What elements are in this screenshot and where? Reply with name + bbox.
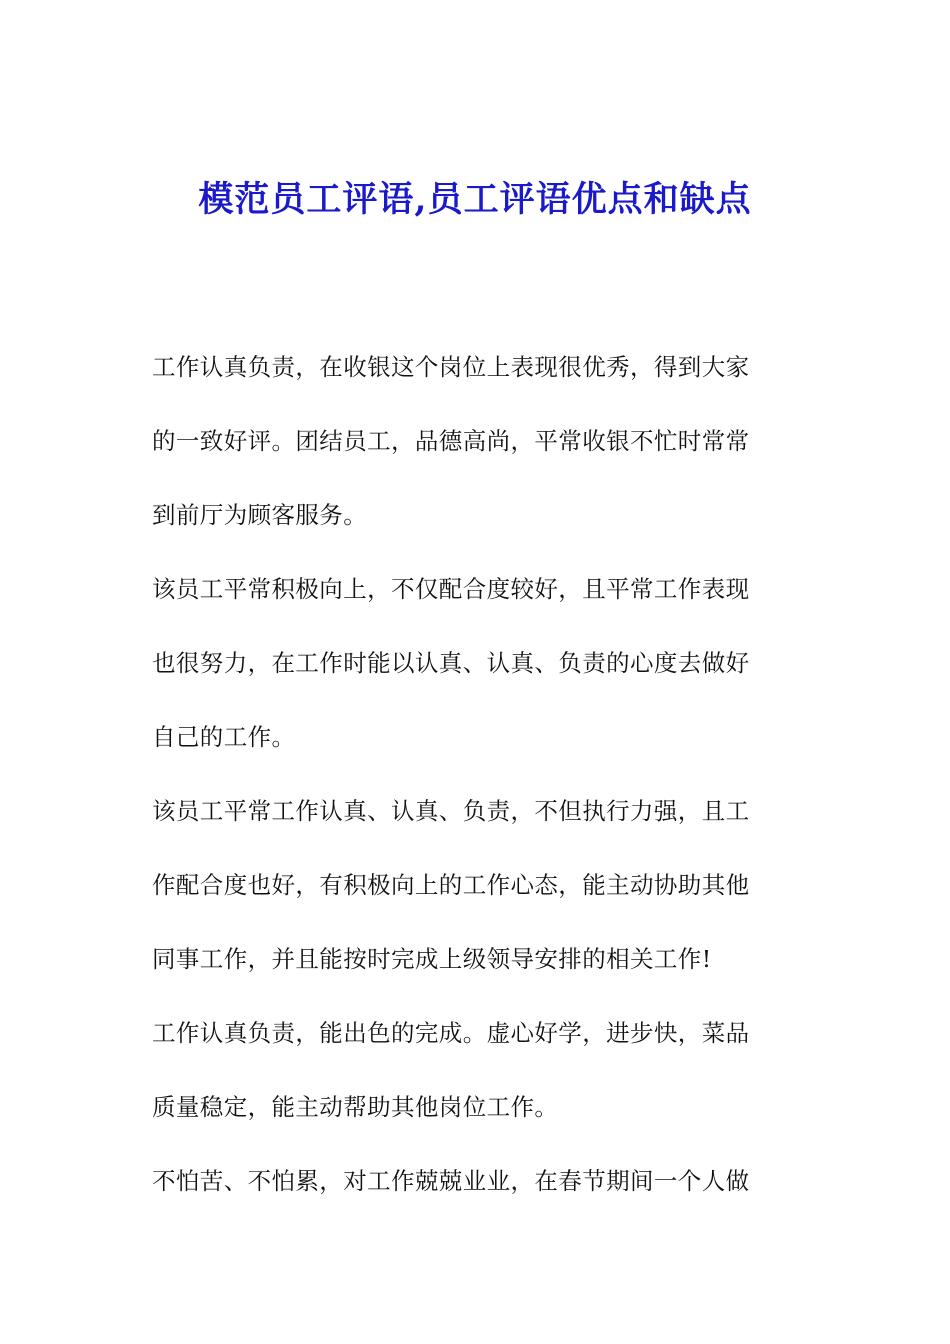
paragraph	[152, 330, 797, 552]
text-line: 自己的工作。	[152, 723, 296, 751]
text-line: 质量稳定，能主动帮助其他岗位工作。	[152, 1093, 559, 1121]
text-line: 工作认真负责，在收银这个岗位上表现很优秀，得到大家	[152, 353, 750, 381]
paragraph	[152, 1144, 797, 1218]
paragraph	[152, 552, 797, 774]
document-body	[152, 330, 797, 1218]
document-title: 模范员工评语,员工评语优点和缺点	[198, 179, 752, 220]
text-line: 工作认真负责，能出色的完成。虚心好学，进步快，菜品	[152, 1019, 750, 1047]
text-line: 同事工作，并且能按时完成上级领导安排的相关工作!	[152, 945, 712, 973]
text-line: 到前厅为顾客服务。	[152, 501, 368, 529]
text-line: 的一致好评。团结员工，品德高尚，平常收银不忙时常常	[152, 427, 750, 455]
paragraph	[152, 996, 797, 1144]
text-line: 也很努力，在工作时能以认真、认真、负责的心度去做好	[152, 649, 750, 677]
text-line: 该员工平常积极向上，不仅配合度较好，且平常工作表现	[152, 575, 750, 603]
text-line: 作配合度也好，有积极向上的工作心态，能主动协助其他	[152, 871, 750, 899]
paragraph	[152, 774, 797, 996]
text-line: 该员工平常工作认真、认真、负责，不但执行力强，且工	[152, 797, 750, 825]
text-line: 不怕苦、不怕累，对工作兢兢业业，在春节期间一个人做	[152, 1167, 750, 1195]
